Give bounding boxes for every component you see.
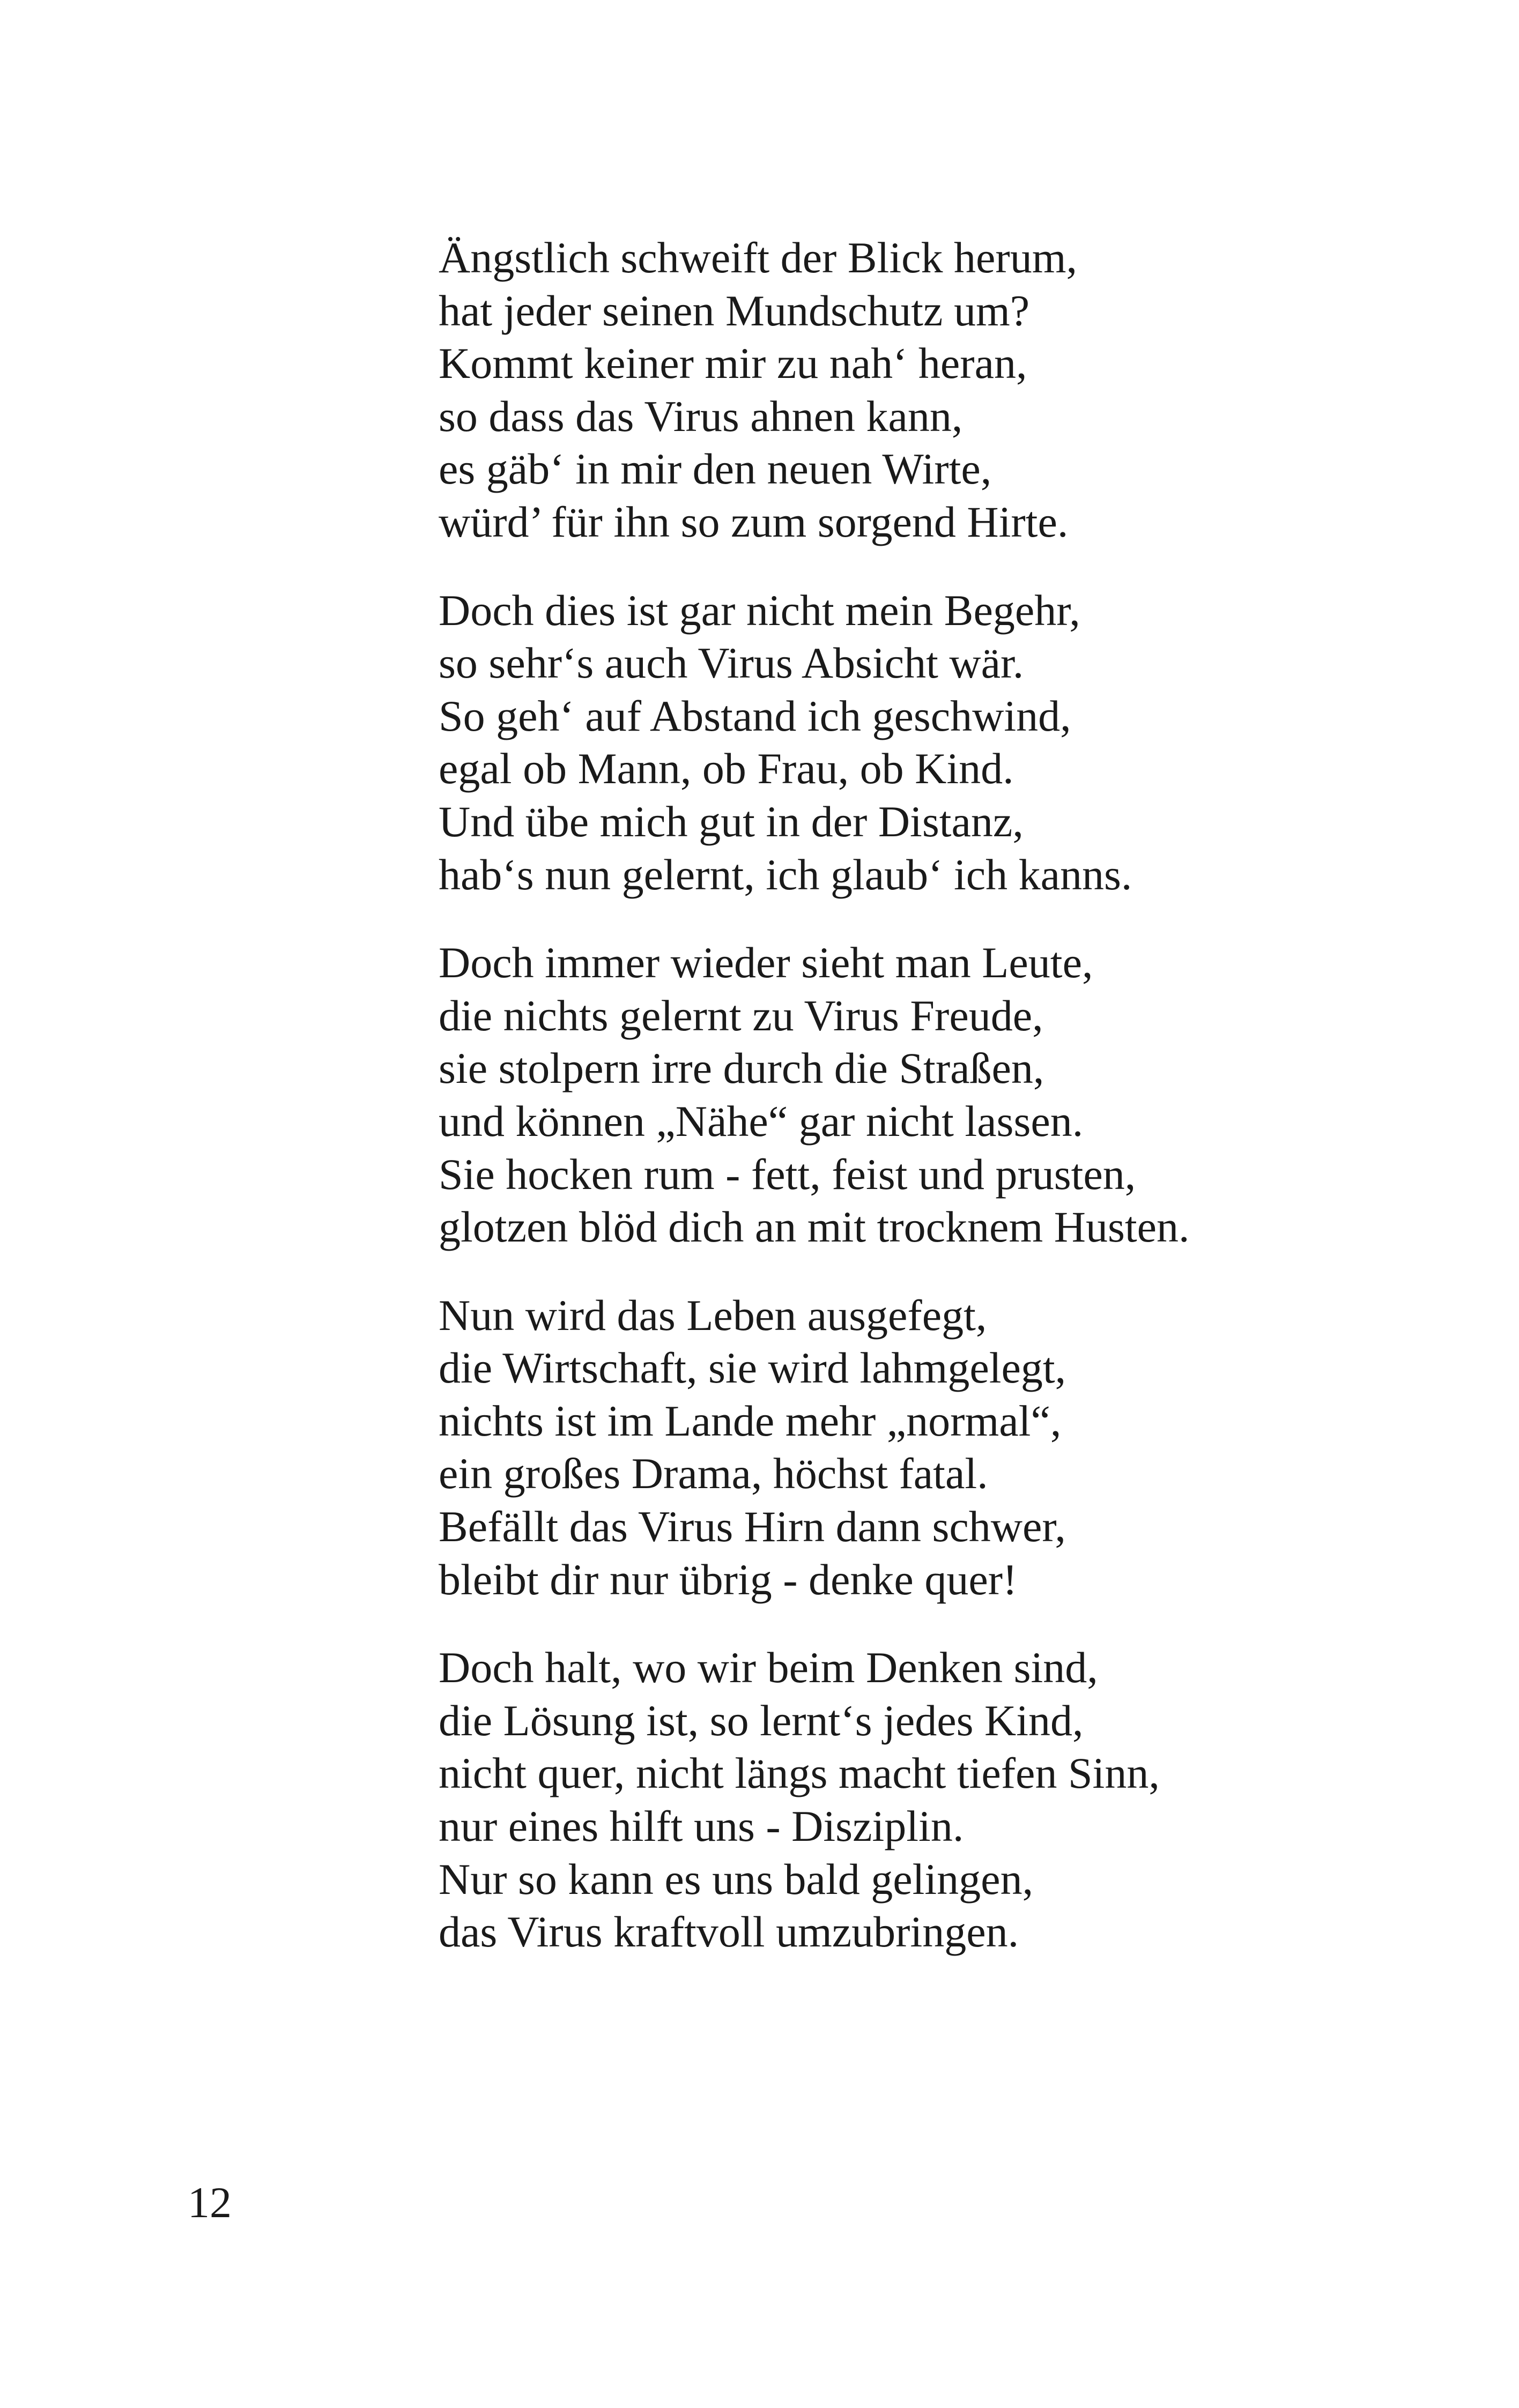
poem-line: Und übe mich gut in der Distanz, <box>439 797 1024 846</box>
stanza-2 <box>439 584 1457 902</box>
poem-line: egal ob Mann, ob Frau, ob Kind. <box>439 744 1014 793</box>
poem-line: sie stolpern irre durch die Straßen, <box>439 1044 1044 1093</box>
poem-line: nur eines hilft uns - Disziplin. <box>439 1802 964 1851</box>
poem-line: die Lösung ist, so lernt‘s jedes Kind, <box>439 1696 1084 1745</box>
poem-line: Doch immer wieder sieht man Leute, <box>439 938 1093 987</box>
poem-line: Sie hocken rum - fett, feist und prusten, <box>439 1149 1136 1199</box>
stanza-5 <box>439 1641 1457 1959</box>
poem-line: glotzen blöd dich an mit trocknem Husten. <box>439 1202 1190 1252</box>
poem-line: Befällt das Virus Hirn dann schwer, <box>439 1502 1066 1551</box>
poem-line: So geh‘ auf Abstand ich geschwind, <box>439 691 1071 740</box>
poem-line: das Virus kraftvoll umzubringen. <box>439 1907 1019 1957</box>
poem-line: Ängstlich schweift der Blick herum, <box>439 233 1078 282</box>
stanza-4 <box>439 1289 1457 1607</box>
poem-line: die nichts gelernt zu Virus Freude, <box>439 991 1043 1040</box>
poem-line: Nun wird das Leben ausgefegt, <box>439 1290 987 1340</box>
poem-line: Doch halt, wo wir beim Denken sind, <box>439 1643 1098 1692</box>
stanza-1 <box>439 232 1457 549</box>
poem-line: würd’ für ihn so zum sorgend Hirte. <box>439 497 1069 546</box>
stanza-3 <box>439 937 1457 1254</box>
poem-line: die Wirtschaft, sie wird lahmgelegt, <box>439 1343 1066 1393</box>
poem-line: Nur so kann es uns bald gelingen, <box>439 1854 1034 1904</box>
poem-line: so dass das Virus ahnen kann, <box>439 391 963 441</box>
poem-line: bleibt dir nur übrig - denke quer! <box>439 1555 1018 1604</box>
poem-line: hat jeder seinen Mundschutz um? <box>439 286 1030 335</box>
poem-line: Kommt keiner mir zu nah‘ heran, <box>439 339 1027 388</box>
poem-line: es gäb‘ in mir den neuen Wirte, <box>439 444 992 494</box>
poem-line: nicht quer, nicht längs macht tiefen Sinn, <box>439 1749 1160 1798</box>
poem-line: und können „Nähe“ gar nicht lassen. <box>439 1096 1084 1146</box>
poem-line: so sehr‘s auch Virus Absicht wär. <box>439 638 1024 688</box>
poem-line: hab‘s nun gelernt, ich glaub‘ ich kanns. <box>439 850 1132 899</box>
poem <box>439 232 1457 1994</box>
poem-line: Doch dies ist gar nicht mein Begehr, <box>439 585 1080 635</box>
poem-line: nichts ist im Lande mehr „normal“, <box>439 1396 1062 1445</box>
page-number: 12 <box>188 2178 232 2227</box>
poem-line: ein großes Drama, höchst fatal. <box>439 1449 988 1498</box>
